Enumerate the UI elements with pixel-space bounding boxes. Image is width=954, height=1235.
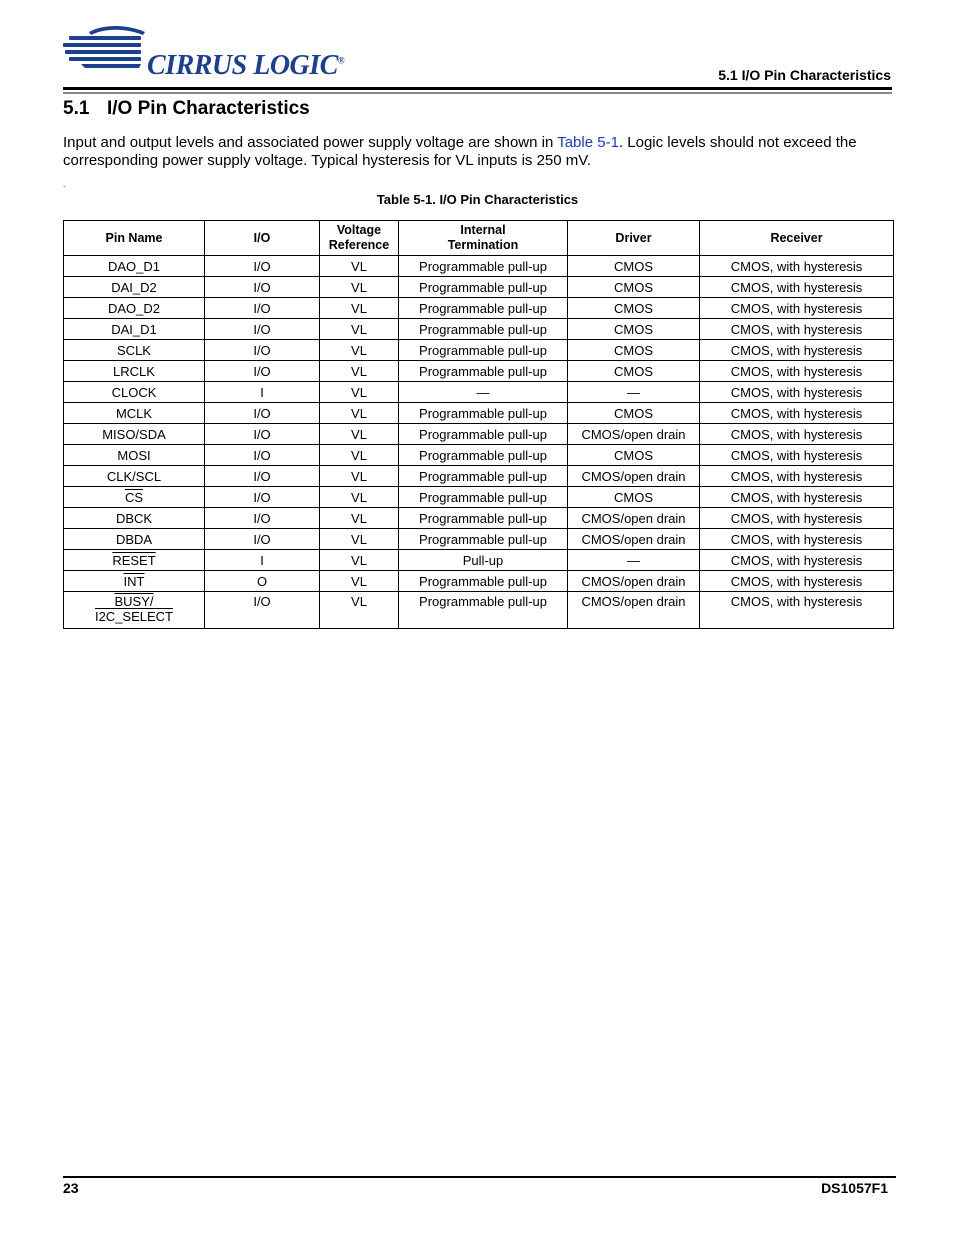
cell-driver: CMOS/open drain <box>568 466 700 487</box>
io-pin-table <box>63 220 894 629</box>
table-row <box>64 466 894 487</box>
cell-receiver: CMOS, with hysteresis <box>700 361 894 382</box>
cell-io: I/O <box>205 529 320 550</box>
table-row <box>64 319 894 340</box>
cell-pin-name: $\overline{INT}$ <box>64 571 205 592</box>
cell-voltage-reference: VL <box>320 487 399 508</box>
cell-receiver: CMOS, with hysteresis <box>700 277 894 298</box>
cell-voltage-reference: VL <box>320 592 399 629</box>
header-receiver: Receiver <box>700 221 894 256</box>
table-row <box>64 508 894 529</box>
cell-receiver: CMOS, with hysteresis <box>700 529 894 550</box>
table-row <box>64 403 894 424</box>
cell-internal-termination: Programmable pull-up <box>399 319 568 340</box>
cell-internal-termination: Programmable pull-up <box>399 571 568 592</box>
table-row <box>64 298 894 319</box>
cell-pin-name: DAO_D2 <box>64 298 205 319</box>
cell-receiver: CMOS, with hysteresis <box>700 256 894 277</box>
cell-driver: CMOS <box>568 319 700 340</box>
table-row <box>64 445 894 466</box>
cell-driver: — <box>568 550 700 571</box>
cell-receiver: CMOS, with hysteresis <box>700 592 894 629</box>
cell-driver: CMOS <box>568 277 700 298</box>
logo-swoosh-icon <box>63 24 153 76</box>
cell-voltage-reference: VL <box>320 256 399 277</box>
stray-mark: - <box>63 182 66 191</box>
header-internal-termination: Internal Termination <box>399 221 568 256</box>
cell-internal-termination: Programmable pull-up <box>399 529 568 550</box>
table-row <box>64 361 894 382</box>
cell-io: I <box>205 382 320 403</box>
section-title: I/O Pin Characteristics <box>107 98 310 119</box>
section-heading <box>63 98 310 120</box>
table-caption: Table 5-1. I/O Pin Characteristics <box>376 192 579 207</box>
cell-driver: CMOS/open drain <box>568 592 700 629</box>
cell-pin-name: DBDA <box>64 529 205 550</box>
cell-internal-termination: Programmable pull-up <box>399 592 568 629</box>
cell-internal-termination: Programmable pull-up <box>399 403 568 424</box>
cell-receiver: CMOS, with hysteresis <box>700 298 894 319</box>
cell-voltage-reference: VL <box>320 340 399 361</box>
cell-internal-termination: Programmable pull-up <box>399 487 568 508</box>
cell-receiver: CMOS, with hysteresis <box>700 319 894 340</box>
cell-internal-termination: — <box>399 382 568 403</box>
section-number: 5.1 <box>63 98 90 119</box>
cell-voltage-reference: VL <box>320 571 399 592</box>
cirrus-logic-logo <box>63 24 345 81</box>
cell-voltage-reference: VL <box>320 550 399 571</box>
cell-pin-name: DAI_D1 <box>64 319 205 340</box>
cell-receiver: CMOS, with hysteresis <box>700 445 894 466</box>
cell-driver: CMOS <box>568 340 700 361</box>
header-rule-secondary <box>63 92 892 94</box>
cell-internal-termination: Programmable pull-up <box>399 256 568 277</box>
logo-wordmark: CIRRUS LOGIC® <box>147 50 345 81</box>
table-row <box>64 550 894 571</box>
table-row <box>64 529 894 550</box>
table-row <box>64 487 894 508</box>
cell-receiver: CMOS, with hysteresis <box>700 340 894 361</box>
cell-io: O <box>205 571 320 592</box>
table-row <box>64 592 894 629</box>
cell-driver: CMOS <box>568 445 700 466</box>
cell-io: I/O <box>205 298 320 319</box>
cell-io: I/O <box>205 508 320 529</box>
cell-voltage-reference: VL <box>320 466 399 487</box>
cell-io: I/O <box>205 424 320 445</box>
cell-io: I/O <box>205 445 320 466</box>
cell-internal-termination: Programmable pull-up <box>399 445 568 466</box>
cell-voltage-reference: VL <box>320 277 399 298</box>
header-driver: Driver <box>568 221 700 256</box>
table-row <box>64 382 894 403</box>
cell-voltage-reference: VL <box>320 298 399 319</box>
page-number: 23 <box>63 1180 79 1196</box>
running-header-title: 5.1 I/O Pin Characteristics <box>718 67 891 83</box>
table-row <box>64 256 894 277</box>
document-id: DS1057F1 <box>821 1180 888 1196</box>
cell-internal-termination: Programmable pull-up <box>399 424 568 445</box>
cell-io: I/O <box>205 277 320 298</box>
cell-pin-name: BUSY/ I2C_SELECT <box>64 592 205 629</box>
cell-voltage-reference: VL <box>320 529 399 550</box>
cell-internal-termination: Programmable pull-up <box>399 361 568 382</box>
cell-io: I/O <box>205 319 320 340</box>
cell-pin-name: MISO/SDA <box>64 424 205 445</box>
cell-driver: CMOS <box>568 361 700 382</box>
footer-rule <box>63 1176 896 1178</box>
cell-pin-name: MOSI <box>64 445 205 466</box>
cell-pin-name: DAO_D1 <box>64 256 205 277</box>
cell-voltage-reference: VL <box>320 319 399 340</box>
table-row <box>64 277 894 298</box>
cell-internal-termination: Programmable pull-up <box>399 340 568 361</box>
cell-driver: CMOS/open drain <box>568 529 700 550</box>
cell-pin-name: CLK/SCL <box>64 466 205 487</box>
cell-io: I/O <box>205 361 320 382</box>
cell-voltage-reference: VL <box>320 403 399 424</box>
cell-pin-name: LRCLK <box>64 361 205 382</box>
cell-receiver: CMOS, with hysteresis <box>700 550 894 571</box>
cell-voltage-reference: VL <box>320 424 399 445</box>
cell-driver: CMOS <box>568 256 700 277</box>
cell-driver: CMOS <box>568 487 700 508</box>
cell-driver: CMOS/open drain <box>568 571 700 592</box>
cell-io: I/O <box>205 487 320 508</box>
cell-receiver: CMOS, with hysteresis <box>700 508 894 529</box>
cell-pin-name: DBCK <box>64 508 205 529</box>
cell-voltage-reference: VL <box>320 382 399 403</box>
cell-pin-name: $\overline{CS}$ <box>64 487 205 508</box>
cell-internal-termination: Programmable pull-up <box>399 466 568 487</box>
cell-receiver: CMOS, with hysteresis <box>700 571 894 592</box>
cell-driver: — <box>568 382 700 403</box>
cell-receiver: CMOS, with hysteresis <box>700 424 894 445</box>
cell-voltage-reference: VL <box>320 361 399 382</box>
cell-internal-termination: Programmable pull-up <box>399 508 568 529</box>
header-io: I/O <box>205 221 320 256</box>
cell-voltage-reference: VL <box>320 508 399 529</box>
cell-io: I/O <box>205 340 320 361</box>
cell-io: I/O <box>205 592 320 629</box>
cell-driver: CMOS/open drain <box>568 424 700 445</box>
cell-driver: CMOS/open drain <box>568 508 700 529</box>
cell-receiver: CMOS, with hysteresis <box>700 382 894 403</box>
cell-receiver: CMOS, with hysteresis <box>700 403 894 424</box>
cell-pin-name: MCLK <box>64 403 205 424</box>
body-paragraph: Input and output levels and associated power supply voltage are shown in Table 5-1. Logic levels should not exceed the corresponding power supply voltage. Typical hysteresis for VL inputs is 250 mV. <box>63 134 857 169</box>
table-row <box>64 340 894 361</box>
table-row <box>64 424 894 445</box>
cell-io: I <box>205 550 320 571</box>
cell-pin-name: DAI_D2 <box>64 277 205 298</box>
cell-receiver: CMOS, with hysteresis <box>700 466 894 487</box>
cell-io: I/O <box>205 466 320 487</box>
cell-voltage-reference: VL <box>320 445 399 466</box>
cell-driver: CMOS <box>568 403 700 424</box>
table-link[interactable]: Table 5-1 <box>557 134 619 151</box>
table-row <box>64 571 894 592</box>
header-voltage-reference: Voltage Reference <box>320 221 399 256</box>
cell-io: I/O <box>205 256 320 277</box>
table-header-row <box>64 221 894 256</box>
cell-pin-name: RESET <box>64 550 205 571</box>
cell-io: I/O <box>205 403 320 424</box>
cell-internal-termination: Programmable pull-up <box>399 298 568 319</box>
cell-internal-termination: Programmable pull-up <box>399 277 568 298</box>
cell-driver: CMOS <box>568 298 700 319</box>
cell-receiver: CMOS, with hysteresis <box>700 487 894 508</box>
header-pin-name: Pin Name <box>64 221 205 256</box>
header-rule <box>63 87 892 90</box>
cell-pin-name: CLOCK <box>64 382 205 403</box>
cell-internal-termination: Pull-up <box>399 550 568 571</box>
cell-pin-name: SCLK <box>64 340 205 361</box>
